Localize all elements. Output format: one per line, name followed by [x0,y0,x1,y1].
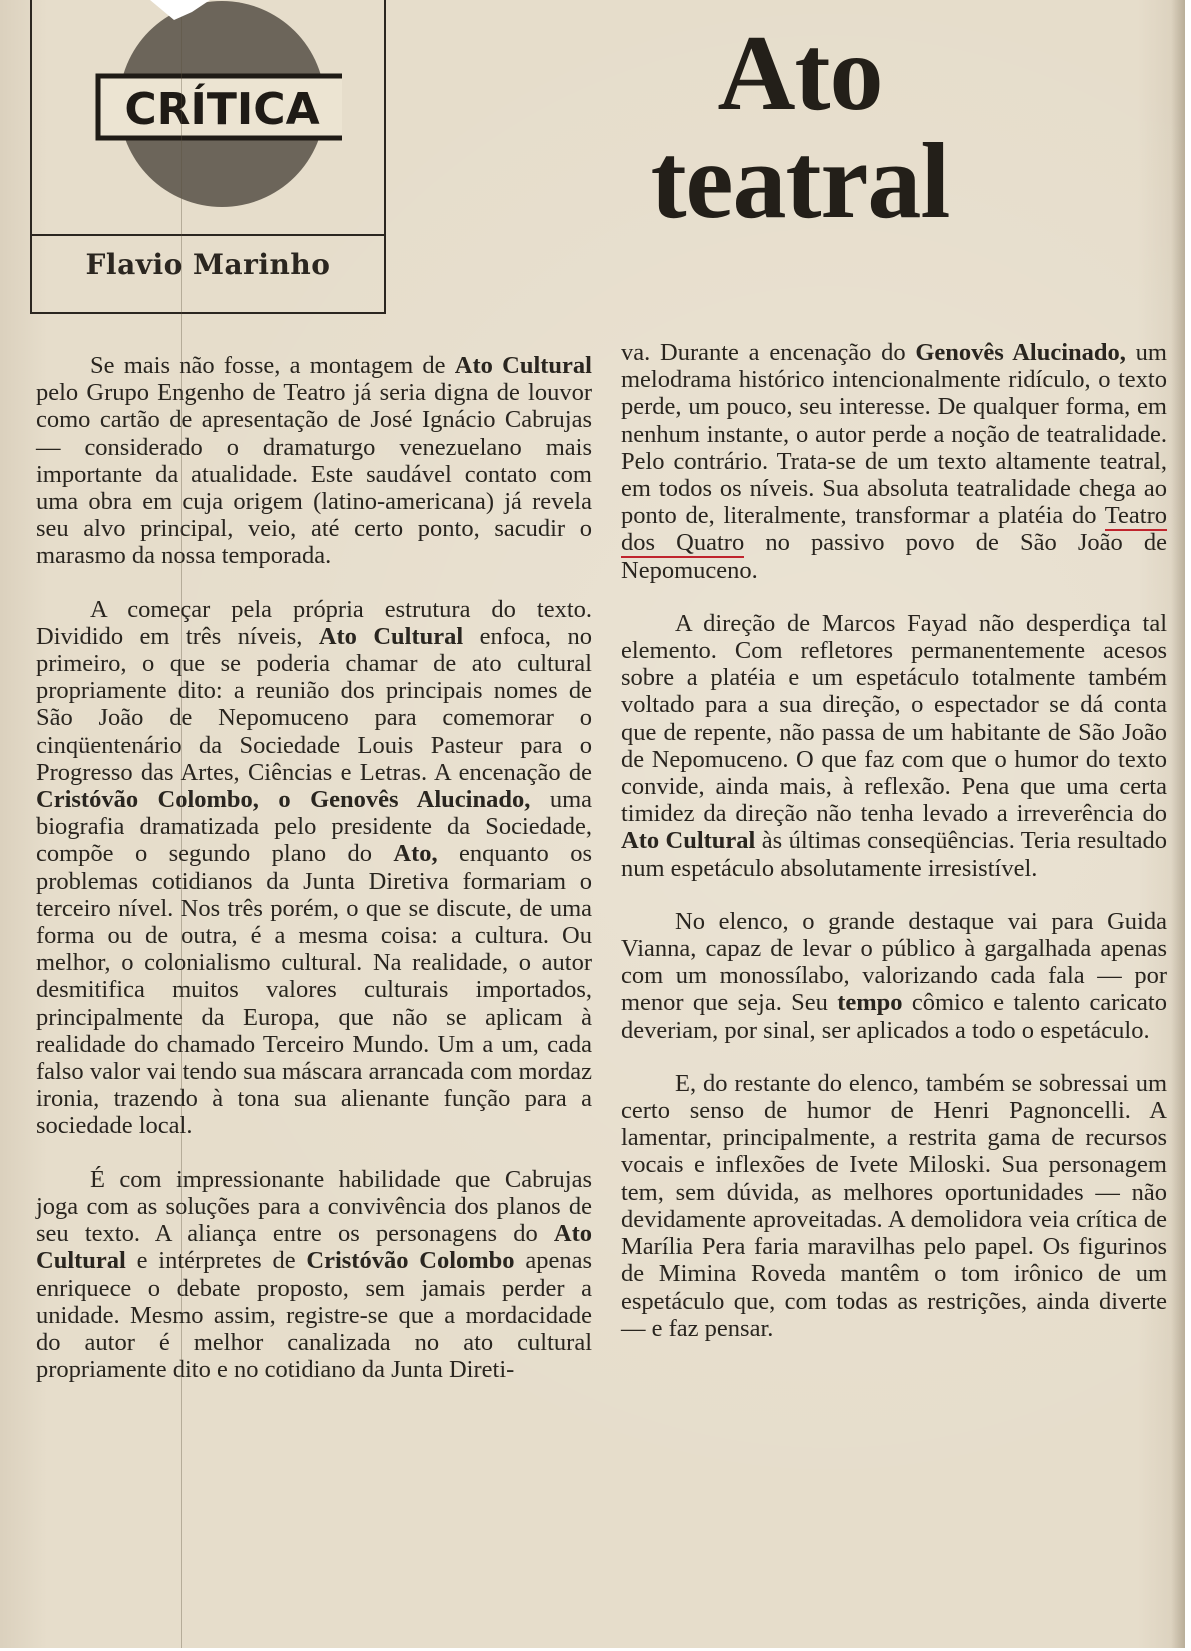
text-run: É com impressionante habilidade que Cabrujas joga com as soluções para a convivência dos planos de seu texto. A aliança entre os personagens do [36,1165,592,1248]
text-run: A começar pela própria estrutura do texto. Dividido em três níveis, [36,595,592,650]
paragraph [36,596,592,1140]
paper-edge-shadow [1171,0,1185,1648]
column-header-box [30,0,386,314]
text-run: pelo Grupo Engenho de Teatro já seria digna de louvor como cartão de apresentação de José Ignácio Cabrujas — considerado o dramaturgo venezuelano mais importante da atualidade. Este saudável contato com uma obra em cuja origem (latino-americana) já revela seu alvo principal, veio, até certo ponto, sacudir o marasmo da nossa temporada. [36,379,592,570]
badge-label: CRÍTICA [124,84,320,135]
text-run: e intérpretes de [125,1247,307,1275]
article-column-right [621,339,1167,1368]
text-run: no passivo povo de São João de Nepomuceno. [621,529,1167,584]
bold-title: Ato Cultural [621,827,756,855]
paragraph [621,610,1167,882]
paragraph [621,1070,1167,1342]
bold-title: Ato Cultural [36,1220,592,1275]
underlined-theater-name: Teatro dos Quatro [621,502,1167,557]
critica-badge [92,0,342,220]
text-run: va. Durante a encenação do [621,339,916,366]
bold-title: Ato Cultural [454,352,592,379]
header-divider [32,234,384,236]
text-run: Se mais não fosse, a montagem de [90,352,455,379]
paragraph [621,908,1167,1044]
text-run: No elenco, o grande destaque vai para Guida Vianna, capaz de levar o público à gargalhada apenas com um monossílabo, valorizando cada fala — por menor que seja. Seu [621,907,1167,1017]
headline-line-2: teatral [650,122,950,241]
paper-fold-crease [181,0,182,1648]
text-run: cômico e talento caricato deveriam, por sinal, ser aplicados a todo o espetáculo. [621,989,1167,1044]
text-run: um melodrama histórico intencionalmente ridículo, o texto perde, um pouco, seu interesse. De qualquer forma, em nenhum instante, o autor perde a noção de teatralidade. Pelo contrário. Trata-se de um texto altamente teatral, em todos os níveis. Sua absoluta teatralidade chega ao ponto de, literalmente, transformar a platéia do [621,339,1167,530]
text-run: uma biografia dramatizada pelo presidente da Sociedade, compõe o segundo plano do [36,786,592,868]
paragraph [36,1166,592,1384]
text-run: A direção de Marcos Fayad não desperdiça tal elemento. Com refletores permanentemente acesos sobre a platéia e um espetáculo totalmente também voltado para a sua direção, o espectador se dá conta que de repente, não passa de um habitante de São João de Nepomuceno. O que faz com que o humor do texto convide, ainda mais, à reflexão. Pena que uma certa timidez da direção não tenha levado a irreverência do [621,609,1167,828]
bold-title: Ato Cultural [318,622,464,650]
bold-title: Cristóvão Colombo [306,1247,515,1275]
article-headline [600,14,1000,241]
paragraph-continued [621,339,1167,584]
headline-line-1: Ato [717,14,883,133]
text-run: apenas enriquece o debate proposto, sem jamais perder a unidade. Mesmo assim, registre-se que a mordacidade do autor é melhor canalizada no ato cultural propriamente dito e no cotidiano da Junta Direti- [36,1247,592,1384]
bold-term: tempo [837,989,903,1017]
text-run: E, do restante do elenco, também se sobressai um certo senso de humor de Henri Pagnoncelli. A lamentar, principalmente, a restrita gama de recursos vocais e inflexões de Ivete Miloski. Sua personagem tem, sem dúvida, as melhores oportunidades — não devidamente aproveitadas. A demolidora veia crítica de Marília Pera faria maravilhas pelo papel. Os figurinos de Mimina Roveda mantêm o tom irônico de um espetáculo que, com todas as restrições, ainda diverte — e faz pensar. [621,1069,1167,1342]
bold-title: Genovês Alucinado, [915,339,1126,366]
paragraph [36,352,592,570]
text-run: às últimas conseqüências. Teria resultado num espetáculo absolutamente irresistível. [621,827,1167,882]
text-run: enfoca, no primeiro, o que se poderia chamar de ato cultural propriamente dito: a reunião dos principais nomes de São João de Nepomuceno para comemorar o cinqüentenário da Sociedade Louis Pasteur para o Progresso das Artes, Ciências e Letras. A encenação de [36,622,592,786]
bold-title: Cristóvão Colombo, o Genovês Alucinado, [36,786,531,814]
bold-title: Ato, [393,840,438,868]
article-column-left [36,352,592,1409]
author-byline: Flavio Marinho [85,248,331,281]
text-run: enquanto os problemas cotidianos da Junta Diretiva formariam o terceiro nível. Nos três porém, o que se discute, de uma forma ou de outra, é a mesma coisa: a cultura. Ou melhor, o colonialismo cultural. Na realidade, o autor desmitifica muitos valores culturais importados, principalmente da Europa, que não se aplicam à realidade do chamado Terceiro Mundo. Um a um, cada falso valor vai tendo sua máscara arrancada com mordaz ironia, trazendo à tona sua alienante função para a sociedade local. [36,840,592,1140]
